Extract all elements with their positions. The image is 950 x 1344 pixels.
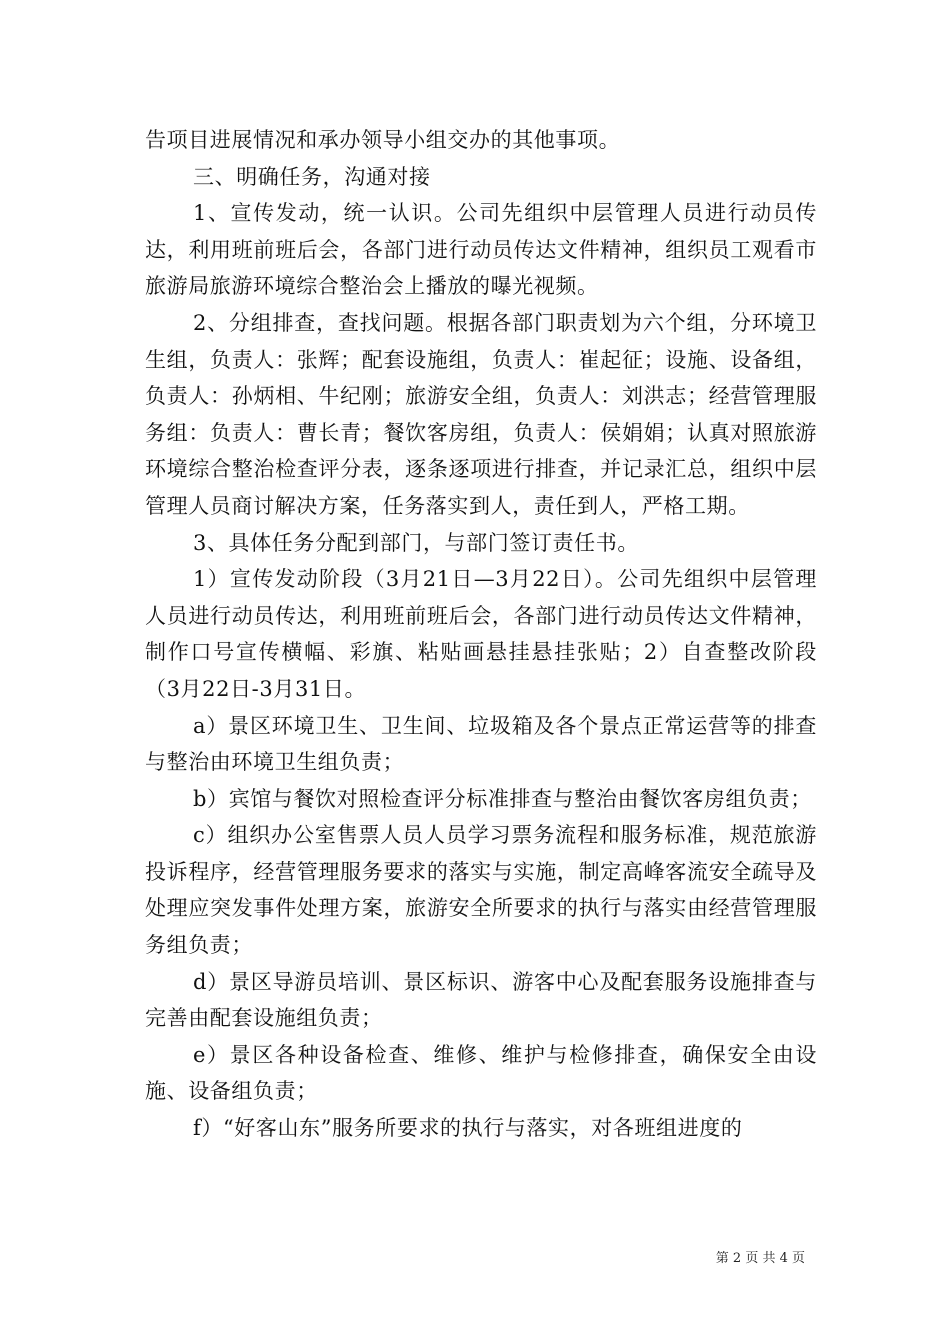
list-item-d: d）景区导游员培训、景区标识、游客中心及配套服务设施排查与完善由配套设施组负责； — [145, 969, 817, 1031]
paragraph-2: 1、宣传发动，统一认识。公司先组织中层管理人员进行动员传达，利用班前班后会，各部门进行动员传达文件精神，组织员工观看市旅游局旅游环境综合整治会上播放的曝光视频。 — [145, 201, 817, 299]
paragraph-5: 1）宣传发动阶段（3月21日—3月22日）。公司先组织中层管理人员进行动员传达，利用班前班后会，各部门进行动员传达文件精神，制作口号宣传横幅、彩旗、粘贴画悬挂悬挂张贴；2）自查整改阶段（3月22日-3月31日。 — [145, 567, 817, 701]
list-item-c: c）组织办公室售票人员人员学习票务流程和服务标准，规范旅游投诉程序，经营管理服务要求的落实与实施，制定高峰客流安全疏导及处理应突发事件处理方案，旅游安全所要求的执行与落实由经营管理服务组负责； — [145, 823, 817, 958]
list-item-a: a）景区环境卫生、卫生间、垃圾箱及各个景点正常运营等的排查与整治由环境卫生组负责； — [145, 713, 817, 775]
section-heading: 三、明确任务，沟通对接 — [193, 164, 431, 189]
list-item-b: b）宾馆与餐饮对照检查评分标准排查与整治由餐饮客房组负责； — [193, 786, 812, 811]
page-number: 第 2 页 共 4 页 — [715, 1251, 805, 1266]
paragraph-0: 告项目进展情况和承办领导小组交办的其他事项。 — [145, 128, 621, 152]
document-body — [145, 122, 817, 1147]
paragraph-4: 3、具体任务分配到部门，与部门签订责任书。 — [193, 530, 639, 555]
paragraph-3: 2、分组排查，查找问题。根据各部门职责划为六个组，分环境卫生组，负责人：张辉；配套设施组，负责人：崔起征；设施、设备组，负责人：孙炳相、牛纪刚；旅游安全组，负责人：刘洪志；经营管理服务组：负责人：曹长青；餐饮客房组，负责人：侯娟娟；认真对照旅游环境综合整治检查评分表，逐条逐项进行排查，并记录汇总，组织中层管理人员商讨解决方案，任务落实到人，责任到人，严格工期。 — [145, 310, 817, 518]
list-item-e: e）景区各种设备检查、维修、维护与检修排查，确保安全由设施、设备组负责； — [145, 1042, 817, 1104]
list-item-f: f）“好客山东”服务所要求的执行与落实，对各班组进度的 — [193, 1116, 743, 1141]
